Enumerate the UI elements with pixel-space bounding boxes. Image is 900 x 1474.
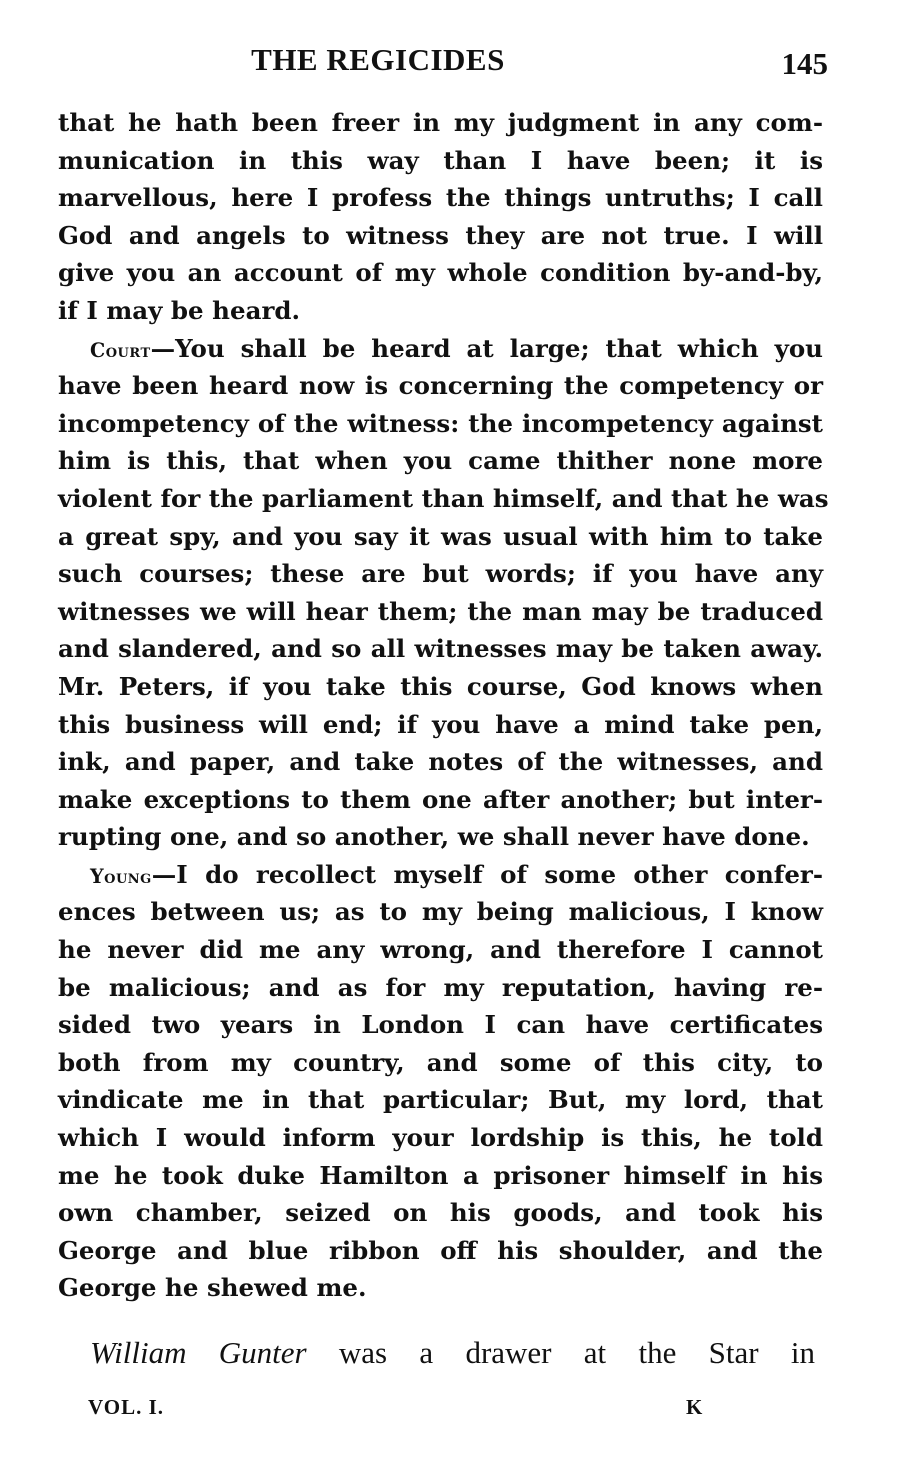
text-line: own chamber, seized on his goods, and took his [58, 1198, 823, 1228]
text-line: rupting one, and so another, we shall never have done. [58, 822, 810, 852]
text-line: witnesses we will hear them; the man may be traduced [58, 596, 823, 626]
text-line: he never did me any wrong, and therefore I cannot [58, 935, 823, 965]
text-line: such courses; these are but words; if you have any [58, 559, 823, 589]
text-line: make exceptions to them one after another; but inter- [58, 784, 823, 814]
text-line: God and angels to witness they are not true. I will [58, 220, 823, 250]
text-line: incompetency of the witness: the incompetency against [58, 408, 823, 438]
text-line: if I may be heard. [58, 295, 301, 325]
text-line: Mr. Peters, if you take this course, God knows when [58, 671, 823, 701]
speaker-young: Young [90, 864, 152, 888]
closing-text: was a drawer at the Star in [306, 1335, 815, 1370]
text-line: this business will end; if you have a mind take pen, [58, 709, 823, 739]
text-line: me he took duke Hamilton a prisoner himself in his [58, 1160, 823, 1190]
text-line: George he shewed me. [58, 1273, 367, 1303]
speaker-court: Court [90, 338, 151, 362]
text-line: be malicious; and as for my reputation, having re- [58, 972, 823, 1002]
text-line: a great spy, and you say it was usual with him to take [58, 521, 823, 551]
text-line: him is this, that when you came thither none more [58, 446, 823, 476]
page-number: 145 [781, 46, 828, 81]
text-line: that he hath been freer in my judgment in any com- [58, 108, 823, 137]
text-line: sided two years in London I can have certificates [58, 1010, 823, 1040]
court-paragraph-first-line [58, 330, 823, 368]
running-head [58, 42, 828, 82]
text-line: George and blue ribbon off his shoulder, and the [58, 1235, 823, 1265]
young-paragraph-first-line [58, 856, 823, 894]
text-line: give you an account of my whole condition by-and-by, [58, 258, 823, 288]
text-line: —You shall be heard at large; that which you [150, 333, 823, 363]
signature-mark: K [686, 1395, 704, 1419]
running-title: THE REGICIDES [251, 42, 505, 77]
text-line: and slandered, and so all witnesses may be taken away. [58, 634, 823, 664]
text-line: both from my country, and some of this city, to [58, 1047, 823, 1077]
text-line: munication in this way than I have been; it is [58, 145, 823, 175]
closing-line [90, 1335, 815, 1371]
text-line: vindicate me in that particular; But, my lord, that [58, 1085, 823, 1115]
footer [88, 1395, 708, 1425]
text-line: marvellous, here I profess the things untruths; I call [58, 183, 823, 213]
text-line: —I do recollect myself of some other confer- [151, 859, 823, 889]
text-line: ink, and paper, and take notes of the witnesses, and [58, 747, 823, 777]
closing-name: William Gunter [90, 1335, 307, 1370]
text-line: have been heard now is concerning the competency or [58, 371, 823, 401]
volume-label: VOL. I. [88, 1395, 165, 1419]
text-line: which I would inform your lordship is this, he told [58, 1123, 823, 1153]
body-text [58, 104, 829, 1307]
text-line: ences between us; as to my being malicious, I know [58, 897, 823, 927]
text-line: violent for the parliament than himself, and that he was [58, 483, 829, 513]
